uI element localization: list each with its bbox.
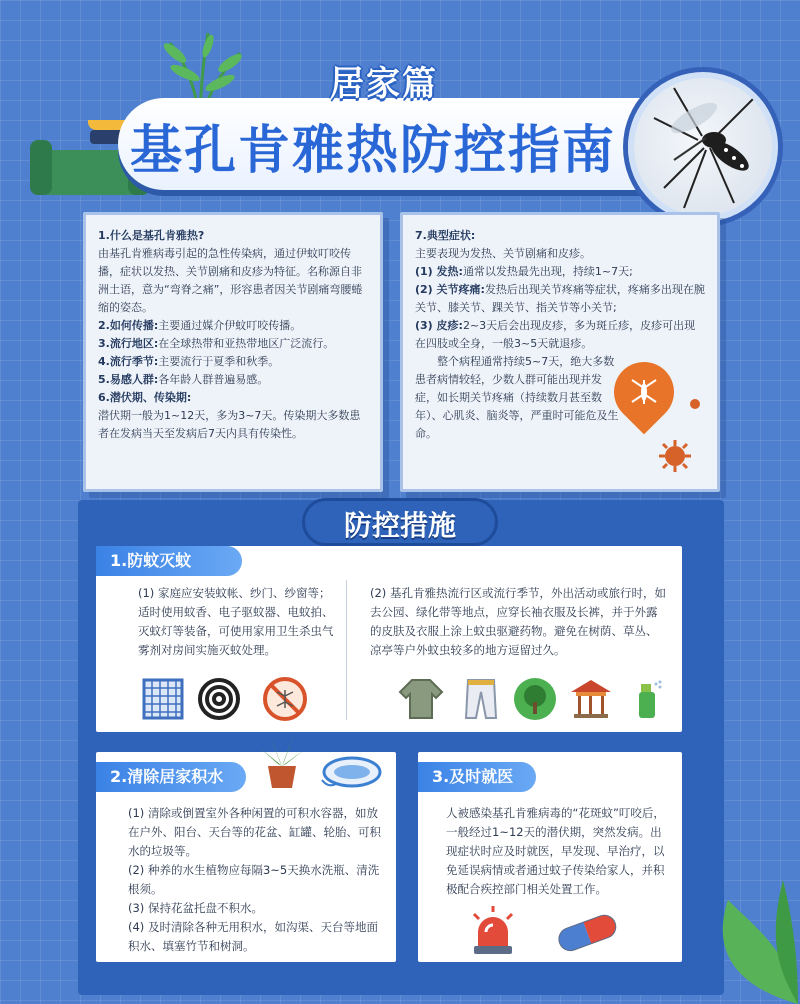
small-virus-icon [686,395,704,413]
disease-course: 整个病程通常持续5~7天，绝大多数患者病情较轻，少数人群可能出现并发症，如长期关节疼痛（持续数月甚至数年）、心肌炎、脑炎等，严重时可能危及生命。 [415,355,619,440]
mosquito-silhouette-icon [624,372,664,412]
symptom-rash-label: (3) 皮疹: [415,319,463,332]
potted-plant-icon [256,732,308,790]
long-sleeve-shirt-icon [398,676,444,722]
q3-row [98,335,368,353]
symptom-joint-body: 发热后出现关节疼痛等症状，疼痛多出现在腕关节、膝关节、踝关节、指关节等小关节; [415,283,705,314]
q4-body: 主要流行于夏季和秋季。 [158,355,280,368]
q1-title: 1.什么是基孔肯雅热? [98,229,205,242]
alarm-light-icon [466,904,520,958]
list-item: (2) 种养的水生植物应每隔3~5天换水洗瓶、清洗根须。 [128,863,380,896]
q2-row [98,317,368,335]
pavilion-icon [568,676,614,722]
section-1-text-left: (1) 家庭应安装蚊帐、纱门、纱窗等；适时使用蚊香、电子驱蚊器、电蚊拍、灭蚊灯等装备，可使用家用卫生杀虫气雾剂对房间实施灭蚊处理。 [138,586,334,657]
no-mosquito-icon [262,676,308,722]
section-3-label: 3.及时就医 [418,762,536,792]
q5-row [98,371,368,389]
symptom-rash-body: 2~3天后会出现皮疹，多为斑丘疹，皮疹可出现在四肢或全身，一般3~5天就退疹。 [415,319,696,350]
symptom-intro: 主要表现为发热、关节剧痛和皮疹。 [415,247,591,260]
q5-body: 各年龄人群普遍易感。 [158,373,269,386]
q6-title: 6.潜伏期、传染期: [98,391,192,404]
section-1-label: 1.防蚊灭蚊 [96,546,242,576]
page-subtitle: 居家篇 [330,64,438,104]
mosquito-net-icon [140,676,186,722]
q1-body: 由基孔肯雅病毒引起的急性传染病，通过伊蚊叮咬传播，症状以发热、关节剧痛和皮疹为特征。名称源自非洲土语，意为“弯脊之痛”，形容患者因关节剧痛弯腰蜷缩的姿态。 [98,247,363,314]
medicine-pill-icon [552,910,622,954]
q2-body: 主要通过媒介伊蚊叮咬传播。 [158,319,302,332]
long-pants-icon [458,676,504,722]
water-container-icon [318,750,384,792]
q2-label: 2.如何传播: [98,319,159,332]
section-1-divider [346,580,347,720]
prevention-title: 防控措施 [343,509,456,542]
list-item: (4) 及时清除各种无用积水，如沟渠、天台等地面积水、填塞竹节和树洞。 [128,920,378,953]
mosquito-icon [634,78,772,216]
section-3-text: 人被感染基孔肯雅病毒的“花斑蚊”叮咬后，一般经过1~12天的潜伏期，突然发病。出现症状时应及时就医，早发现、早治疗，以免延误病情或者通过蚊子传染给家人，并积极配合疾控部门相关处置工作。 [446,806,665,896]
section-1-text-right: (2) 基孔肯雅热流行区或流行季节，外出活动或旅行时，如去公园、绿化带等地点，应穿长袖衣服及长裤，并于外露的皮肤及衣服上涂上蚊虫驱避药物。避免在树荫、草丛、凉亭等户外蚊虫较多的地方逗留过久。 [370,586,666,657]
list-item: (1) 清除或倒置室外各种闲置的可积水容器，如放在户外、阳台、天台等的花盆、缸罐、轮胎、可积水的垃圾等。 [128,806,381,858]
q3-body: 在全球热带和亚热带地区广泛流行。 [158,337,335,350]
mosquito-coil-icon [196,676,242,722]
symptom-fever [415,263,705,281]
mosquito-illustration [628,72,778,222]
page-title: 基孔肯雅热防控指南 [130,121,617,181]
leaf-decoration-icon [668,880,798,1004]
virus-icon [655,436,695,476]
symptom-fever-body: 通常以发热最先出现，持续1~7天; [462,265,633,278]
symptom-joint-label: (2) 关节疼痛: [415,283,485,296]
list-item: (3) 保持花盆托盘不积水。 [128,901,263,915]
symptom-fever-label: (1) 发热: [415,265,463,278]
info-card-left [83,212,383,492]
repellent-spray-icon [624,676,670,722]
section-2-list [128,804,384,956]
q4-label: 4.流行季节: [98,355,159,368]
q3-label: 3.流行地区: [98,337,159,350]
park-tree-icon [512,676,558,722]
symptom-joint [415,281,705,317]
q6-body: 潜伏期一般为1~12天，多为3~7天。传染期大多数患者在发病当天至发病后7天内具有传染性。 [98,409,361,440]
q7-title: 7.典型症状: [415,229,476,242]
section-2-label: 2.清除居家积水 [96,762,246,792]
q5-label: 5.易感人群: [98,373,159,386]
q4-row [98,353,368,371]
symptom-rash [415,317,705,353]
